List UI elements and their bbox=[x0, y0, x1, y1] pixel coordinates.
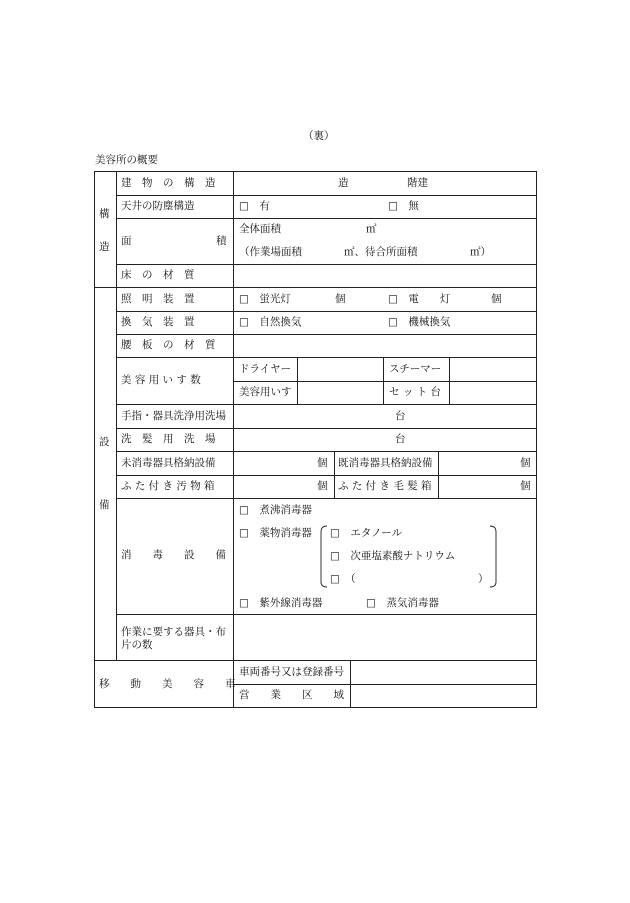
boiling-sterilizer-checkbox[interactable]: □ 煮沸消毒器 bbox=[239, 504, 312, 516]
hairwash-label: 洗 髪 用 洗 場 bbox=[121, 433, 216, 445]
ceiling-no-checkbox[interactable]: □ 無 bbox=[388, 200, 419, 212]
dirt-box-unit: 個 bbox=[317, 480, 328, 492]
sterilized-storage-unit: 個 bbox=[520, 457, 531, 469]
area-label-right: 積 bbox=[216, 235, 227, 247]
tools-count-label-2: 片の数 bbox=[121, 639, 153, 651]
disinfection-label: 消 毒 設 備 bbox=[121, 549, 226, 561]
lighting-bulb-unit: 個 bbox=[491, 293, 502, 305]
chemical-options-bracket-icon bbox=[318, 524, 502, 588]
chemical-sterilizer-checkbox[interactable]: □ 薬物消毒器 bbox=[239, 527, 312, 539]
other-chemical-checkbox[interactable]: □ （ bbox=[330, 573, 356, 585]
group-structure-1: 構 bbox=[99, 208, 110, 220]
mobile-salon-label: 移 動 美 容 車 bbox=[99, 678, 236, 690]
chairs-label: 美 容 用 い す 数 bbox=[121, 374, 201, 386]
uv-sterilizer-checkbox[interactable]: □ 紫外線消毒器 bbox=[239, 597, 323, 609]
ceiling-label: 天井の防塵構造 bbox=[121, 200, 195, 212]
steam-sterilizer-checkbox[interactable]: □ 蒸気消毒器 bbox=[366, 597, 439, 609]
hair-box-label: ふ た 付 き 毛 髪 箱 bbox=[338, 480, 432, 492]
set-stand-label: セ ッ ト 台 bbox=[389, 386, 442, 398]
building-unit-structure: 造 bbox=[338, 177, 349, 189]
building-unit-floors: 階建 bbox=[407, 177, 428, 189]
waist-board-label: 腰 板 の 材 質 bbox=[121, 339, 216, 351]
unsterilized-storage-label: 未消毒器具格納設備 bbox=[121, 457, 216, 469]
hair-box-unit: 個 bbox=[520, 480, 531, 492]
group-equipment-2: 備 bbox=[99, 499, 110, 511]
group-structure-2: 造 bbox=[99, 241, 110, 253]
handwash-unit: 台 bbox=[395, 410, 406, 422]
ventilation-label: 換 気 装 置 bbox=[121, 316, 195, 328]
ethanol-checkbox[interactable]: □ エタノール bbox=[330, 527, 403, 539]
area-label-left: 面 bbox=[121, 235, 132, 247]
section-title: 美容所の概要 bbox=[95, 154, 158, 166]
area-total: 全体面積 bbox=[239, 223, 281, 235]
steamer-label: スチーマー bbox=[389, 363, 442, 375]
area-total-unit: ㎡ bbox=[366, 223, 377, 235]
hairwash-unit: 台 bbox=[395, 433, 406, 445]
page-label: （裏） bbox=[303, 130, 335, 142]
sterilized-storage-label: 既消毒器具格納設備 bbox=[338, 457, 433, 469]
floor-label: 床 の 材 質 bbox=[121, 269, 195, 281]
ventilation-natural-checkbox[interactable]: □ 自然換気 bbox=[239, 316, 302, 328]
dryer-label: ドライヤー bbox=[239, 363, 292, 375]
area-detail: （作業場面積 ㎡、待合所面積 ㎡） bbox=[239, 246, 491, 258]
building-label: 建 物 の 構 造 bbox=[121, 177, 216, 189]
dirt-box-label: ふ た 付 き 汚 物 箱 bbox=[121, 480, 215, 492]
business-area-label: 営 業 区 域 bbox=[239, 689, 344, 701]
lighting-bulb-checkbox[interactable]: □ 電 灯 bbox=[388, 293, 451, 305]
tools-count-label-1: 作業に要する器具・布 bbox=[121, 626, 226, 638]
handwash-label: 手指・器具洗浄用洗場 bbox=[121, 410, 226, 422]
lighting-fluorescent-unit: 個 bbox=[335, 293, 346, 305]
lighting-fluorescent-checkbox[interactable]: □ 蛍光灯 bbox=[239, 293, 291, 305]
group-equipment-1: 設 bbox=[99, 436, 110, 448]
lighting-label: 照 明 装 置 bbox=[121, 293, 195, 305]
beauty-chair-label: 美容用いす bbox=[239, 386, 292, 398]
hypochlorite-checkbox[interactable]: □ 次亜塩素酸ナトリウム bbox=[330, 550, 456, 562]
vehicle-number-label: 車両番号又は登録番号 bbox=[239, 666, 344, 678]
ventilation-mechanical-checkbox[interactable]: □ 機械換気 bbox=[388, 316, 451, 328]
ceiling-yes-checkbox[interactable]: □ 有 bbox=[239, 200, 270, 212]
unsterilized-storage-unit: 個 bbox=[317, 457, 328, 469]
other-chemical-close: ） bbox=[478, 573, 489, 585]
